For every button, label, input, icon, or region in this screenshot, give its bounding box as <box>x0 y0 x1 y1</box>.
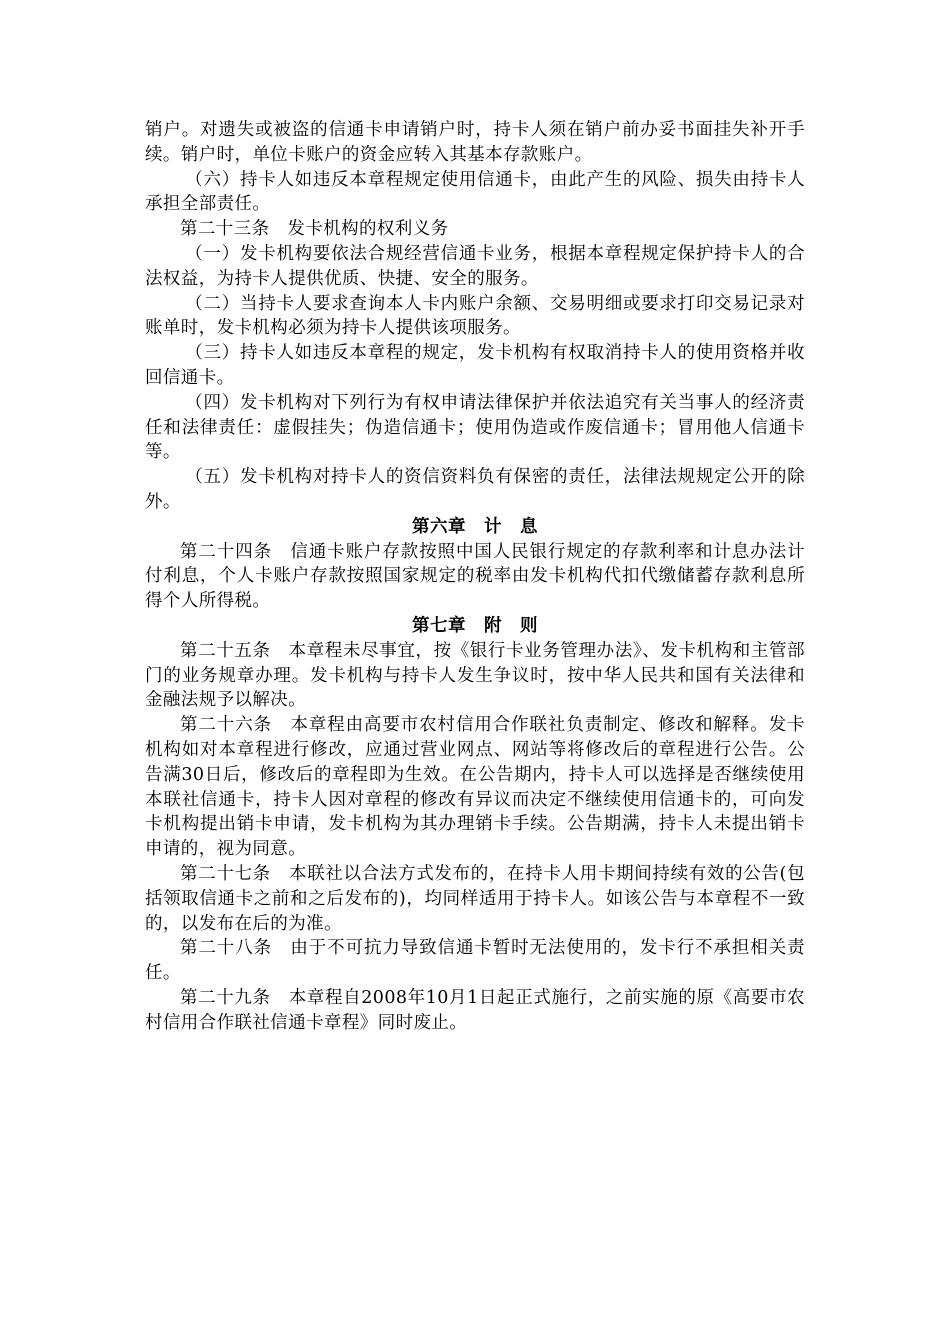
paragraph-item-5: （五）发卡机构对持卡人的资信资料负有保密的责任，法律法规规定公开的除外。 <box>145 467 805 512</box>
paragraph-item-2: （二）当持卡人要求查询本人卡内账户余额、交易明细或要求打印交易记录对账单时，发卡机构必须为持卡人提供该项服务。 <box>145 293 805 339</box>
article-26: 第二十六条 本章程由高要市农村信用合作联社负责制定、修改和解释。发卡机构如对本章程进行修改，应通过营业网点、网站等将修改后的章程进行公告。公告满30日后，修改后的章程即为生效。在公告期内，持卡人可以选择是否继续使用本联社信通卡，持卡人因对章程的修改有异议而决定不继续使用信通卡的，可向发卡机构提出销卡申请，发卡机构为其办理销卡手续。公告期满，持卡人未提出销卡申请的，视为同意。 <box>145 715 805 860</box>
paragraph-item-6: （六）持卡人如违反本章程规定使用信通卡，由此产生的风险、损失由持卡人承担全部责任。 <box>145 169 805 215</box>
paragraph-item-1: （一）发卡机构要依法合规经营信通卡业务，根据本章程规定保护持卡人的合法权益，为持卡人提供优质、快捷、安全的服务。 <box>145 243 805 289</box>
chapter-7-heading: 第七章 附 则 <box>412 615 538 636</box>
document-page <box>145 118 805 1035</box>
article-28: 第二十八条 由于不可抗力导致信通卡暂时无法使用的，发卡行不承担相关责任。 <box>145 938 805 984</box>
article-25: 第二十五条 本章程未尽事宜，按《银行卡业务管理办法》、发卡机构和主管部门的业务规章办理。发卡机构与持卡人发生争议时，按中华人民共和国有关法律和金融法规予以解决。 <box>145 640 805 711</box>
chapter-6-heading: 第六章 计 息 <box>412 516 538 537</box>
article-23-heading: 第二十三条 发卡机构的权利义务 <box>180 219 449 240</box>
article-24: 第二十四条 信通卡账户存款按照中国人民银行规定的存款利率和计息办法计付利息，个人卡账户存款按照国家规定的税率由发卡机构代扣代缴储蓄存款利息所得个人所得税。 <box>145 541 805 612</box>
paragraph-item-3: （三）持卡人如违反本章程的规定，发卡机构有权取消持卡人的使用资格并收回信通卡。 <box>145 343 805 388</box>
paragraph-continuation: 销户。对遗失或被盗的信通卡申请销户时，持卡人须在销户前办妥书面挂失补开手续。销户时，单位卡账户的资金应转入其基本存款账户。 <box>145 120 805 165</box>
paragraph-item-4: （四）发卡机构对下列行为有权申请法律保护并依法追究有关当事人的经济责任和法律责任：虚假挂失；伪造信通卡；使用伪造或作废信通卡；冒用他人信通卡等。 <box>145 392 805 463</box>
article-27: 第二十七条 本联社以合法方式发布的，在持卡人用卡期间持续有效的公告(包括领取信通卡之前和之后发布的)，均同样适用于持卡人。如该公告与本章程不一致的，以发布在后的为准。 <box>145 863 805 934</box>
article-29: 第二十九条 本章程自2008年10月1日起正式施行，之前实施的原《高要市农村信用合作联社信通卡章程》同时废止。 <box>145 987 805 1033</box>
